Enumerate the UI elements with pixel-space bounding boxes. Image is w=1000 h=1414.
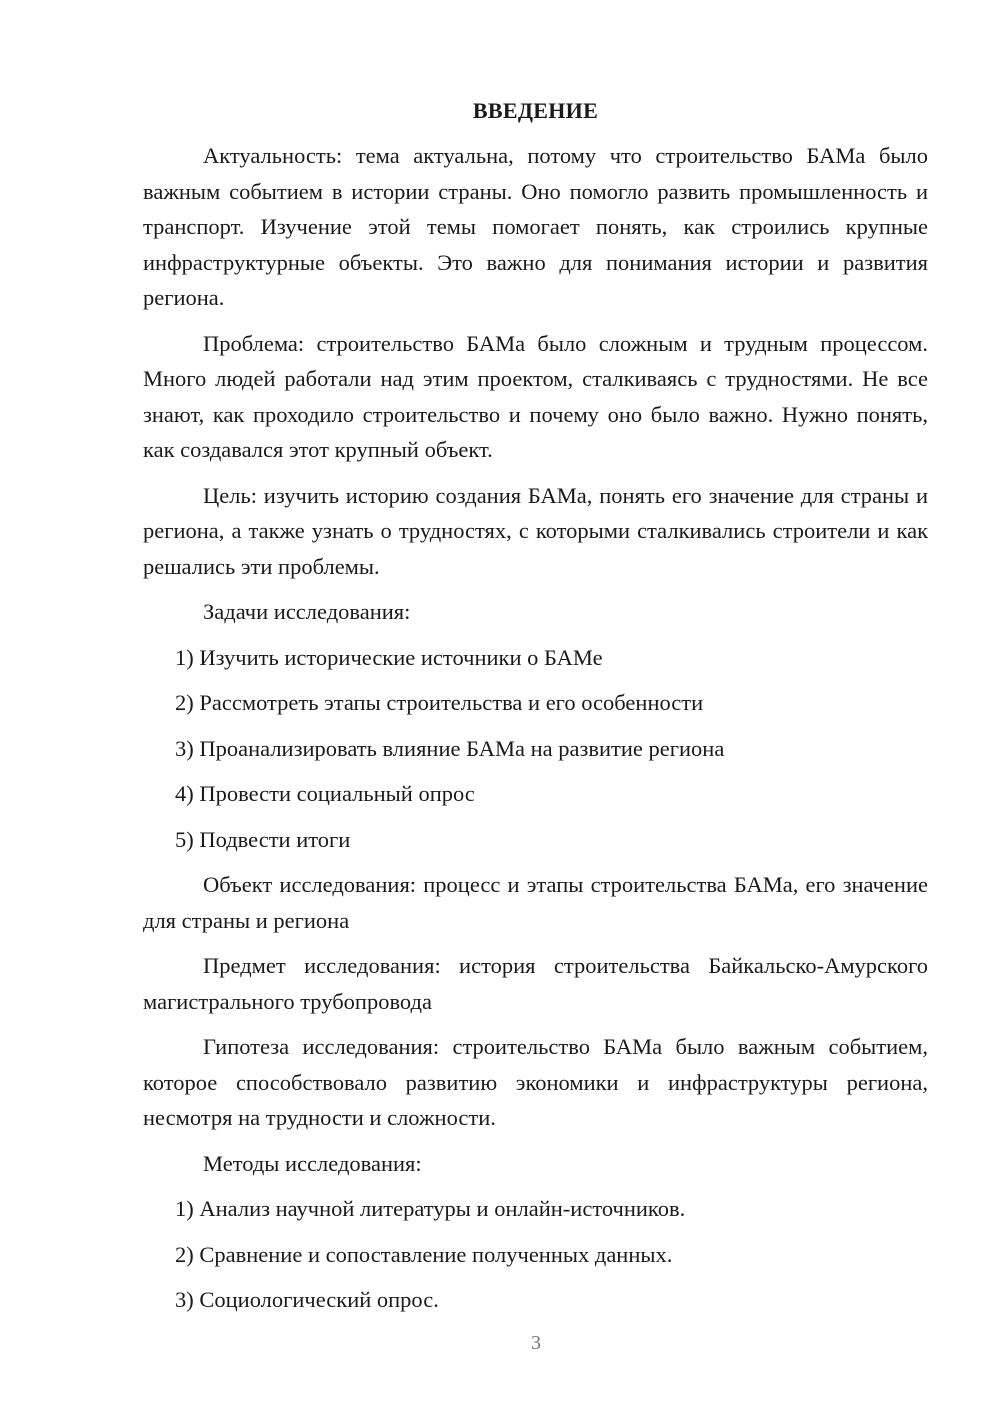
- list-item: 1) Анализ научной литературы и онлайн-источников.: [175, 1196, 686, 1221]
- subject-paragraph: Предмет исследования: история строительства Байкальско-Амурского магистрального трубопровода: [143, 953, 928, 1014]
- hypothesis-paragraph: Гипотеза исследования: строительство БАМа было важным событием, которое способствовало развитию экономики и инфраструктуры региона, несмотря на трудности и сложности.: [143, 1034, 928, 1130]
- tasks-list: [143, 640, 928, 858]
- list-item: 3) Социологический опрос.: [175, 1287, 439, 1312]
- methods-list: [143, 1191, 928, 1318]
- list-item: 2) Сравнение и сопоставление полученных данных.: [175, 1241, 673, 1267]
- section-title: ВВЕДЕНИЕ: [472, 98, 599, 123]
- actuality-paragraph: Актуальность: тема актуальна, потому что строительство БАМа было важным событием в истории страны. Оно помогло развить промышленность и транспорт. Изучение этой темы помогает понять, как строились крупные инфраструктурные объекты. Это важно для понимания истории и развития региона.: [143, 143, 928, 310]
- list-item: 5) Подвести итоги: [175, 826, 351, 852]
- goal-paragraph: Цель: изучить историю создания БАМа, понять его значение для страны и региона, а также узнать о трудностях, с которыми сталкивались строители и как решались эти проблемы.: [143, 482, 928, 579]
- page-number: 3: [531, 1332, 541, 1354]
- list-item: 2) Рассмотреть этапы строительства и его особенности: [175, 690, 704, 715]
- list-item: 1) Изучить исторические источники о БАМе: [175, 644, 603, 670]
- tasks-heading: Задачи исследования:: [203, 599, 411, 624]
- document-body: [143, 96, 928, 1328]
- methods-heading: Методы исследования:: [203, 1150, 422, 1176]
- list-item: 3) Проанализировать влияние БАМа на развитие региона: [175, 735, 725, 761]
- list-item: 4) Провести социальный опрос: [175, 781, 475, 806]
- problem-paragraph: Проблема: строительство БАМа было сложным и трудным процессом. Много людей работали над этим проектом, сталкиваясь с трудностями. Не все знают, как проходило строительство и почему оно было важно. Нужно понять, как создавался этот крупный объект.: [143, 330, 928, 462]
- object-paragraph: Объект исследования: процесс и этапы строительства БАМа, его значение для страны и региона: [143, 872, 928, 933]
